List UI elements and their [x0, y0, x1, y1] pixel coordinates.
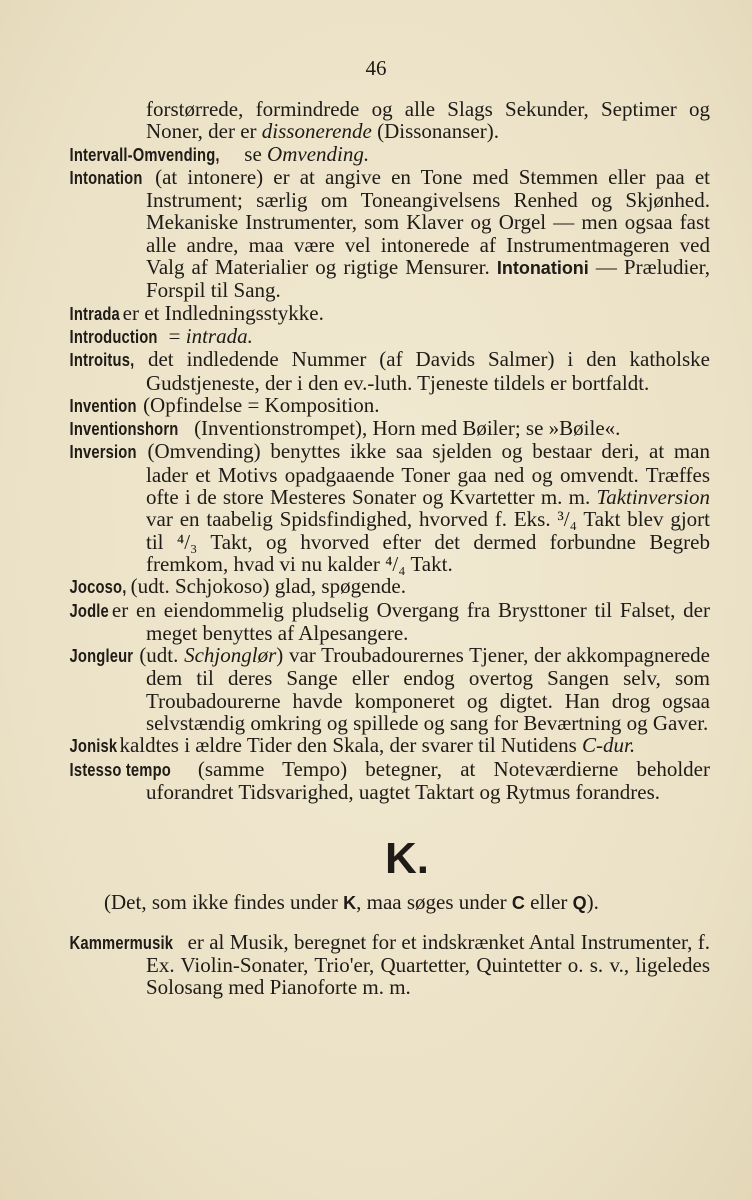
note-text: , maa søges under: [356, 890, 512, 915]
entry-inline-headword: Intonationi: [496, 258, 589, 279]
entry-text: er et Indledningsstykke.: [117, 300, 324, 325]
entry-text: (udt. Schjokoso) glad, spøgende.: [125, 574, 406, 599]
entry-continuation: [146, 98, 710, 143]
section-note: [104, 891, 710, 914]
entry-headword: Istesso tempo: [69, 759, 171, 780]
page-number: 46: [365, 56, 387, 80]
entry-italic: C-dur.: [582, 733, 636, 758]
entry-invention: [69, 392, 710, 417]
note-text: ).: [586, 890, 599, 915]
entry-intrada: [69, 300, 710, 325]
entry-text: ) var Troubadourernes Tjener, der akkompagnerede dem til deres Sange eller endog overtog Sangen selv, som Troubadourerne havde komponeret og digtet. Han drog ogsaa selvstændig omkring og spillede og sang for Beværtning og Gaver.: [146, 643, 710, 736]
entry-text: (Dissonanser).: [371, 119, 499, 144]
note-text: (Det, som ikke findes under: [104, 890, 344, 915]
entry-text: er al Musik, beregnet for et indskrænket Antal Instrumenter, f. Ex. Violin-Sonater, Trio'er, Quartetter, Quintetter o. s. v., ligeledes Solosang med Pianoforte m. m.: [146, 929, 710, 1000]
entry-headword: Intervall-Omvending,: [69, 144, 220, 165]
entry-headword: Introitus,: [69, 350, 135, 371]
entry-text: =: [163, 323, 186, 348]
entry-headword: Jongleur: [69, 646, 134, 667]
entry-text: se: [239, 141, 268, 166]
entry-text: (samme Tempo) betegner, at Noteværdierne beholder uforandret Tidsvarighed, uagtet Taktart og Rytmus forandres.: [146, 756, 710, 804]
entry-inversion: [69, 439, 710, 576]
entry-headword: Invention: [69, 395, 137, 416]
entry-italic: dissonerende: [261, 119, 372, 144]
entry-headword: Inventionshorn: [69, 419, 179, 440]
entry-headword: Jocoso,: [69, 577, 127, 598]
entry-istesso-tempo: [69, 756, 710, 804]
note-letter: Q: [572, 893, 587, 914]
entry-italic: Taktinversion: [596, 485, 710, 510]
entry-text: (at intonere) er at angive en Tone med Stemmen eller paa et Instrument; særlig om Toneangivelsens Renhed og Skjønhed. Mekaniske Instrumenter, som Klaver og Orgel — men ogsaa fast alle andre, maa være vel intonerede af Instrumentmageren ved Valg af Materialier og rigtige Mensurer.: [144, 164, 710, 280]
entry-text: (Opfindelse = Komposition.: [137, 392, 380, 417]
entry-text: det indledende Nummer (af Davids Salmer) i den katholske Gudstjeneste, der i den ev.-luth. Tjeneste tildels er bortfaldt.: [135, 347, 710, 395]
entry-jongleur: [69, 643, 710, 736]
entry-introitus: [69, 347, 710, 395]
spacer: [104, 915, 710, 931]
entry-headword: Inversion: [69, 442, 137, 463]
dictionary-body: [69, 97, 711, 1000]
entry-headword: Jodle: [69, 600, 109, 621]
entry-text: er en eiendommelig pludselig Overgang fra Brysttoner til Falset, der meget benyttes af Alpesangere.: [104, 597, 710, 645]
note-letter: K: [343, 893, 357, 914]
entry-jonisk: [69, 733, 710, 758]
entry-text: kaldtes i ældre Tider den Skala, der svarer til Nutidens: [114, 733, 582, 758]
entry-italic: Schjonglør: [184, 643, 277, 668]
entry-text: (Inventionstrompet), Horn med Bøiler; se »Bøile«.: [188, 416, 621, 441]
entry-text: (udt.: [133, 643, 185, 668]
entry-headword: Kammermusik: [69, 932, 174, 953]
entry-italic: Omvending.: [267, 141, 370, 166]
entry-text: forstørrede, formindrede og alle Slags Sekunder, Septimer og Noner, der er: [146, 97, 710, 144]
entry-kammermusik: [69, 929, 710, 1000]
entry-italic: intrada.: [185, 323, 253, 348]
section-letter: K.: [385, 834, 429, 884]
entry-text: var en taabelig Spidsfindighed, hvorved f. Eks. ³/₄ Takt blev gjort til ⁴/₃ Takt, og hvorved efter det dermed forbundne Begreb fremkom, hvad vi nu kalder ⁴/₄ Takt.: [146, 507, 710, 576]
entry-introduction: [69, 323, 710, 348]
note-text: eller: [524, 890, 573, 915]
entry-jocoso: [69, 574, 710, 599]
entry-headword: Intonation: [69, 167, 143, 188]
entry-inventionshorn: [69, 416, 710, 441]
note-letter: C: [511, 893, 525, 914]
entry-intervall-omvending: [69, 141, 710, 166]
entry-jodle: [69, 597, 710, 645]
entry-headword: Jonisk: [69, 736, 118, 757]
entry-text: — Præludier, Forspil til Sang.: [146, 255, 711, 303]
entry-text: (Omvending) benyttes ikke saa sjelden og bestaar deri, at man lader et Motivs opadgaaende Toner gaa ned og omvendt. Træffes ofte i de store Mesteres Sonater og Kvartetter m. m.: [137, 439, 710, 510]
entry-intonation: [69, 164, 711, 303]
entry-headword: Intrada: [69, 303, 120, 324]
entry-headword: Introduction: [69, 326, 158, 347]
